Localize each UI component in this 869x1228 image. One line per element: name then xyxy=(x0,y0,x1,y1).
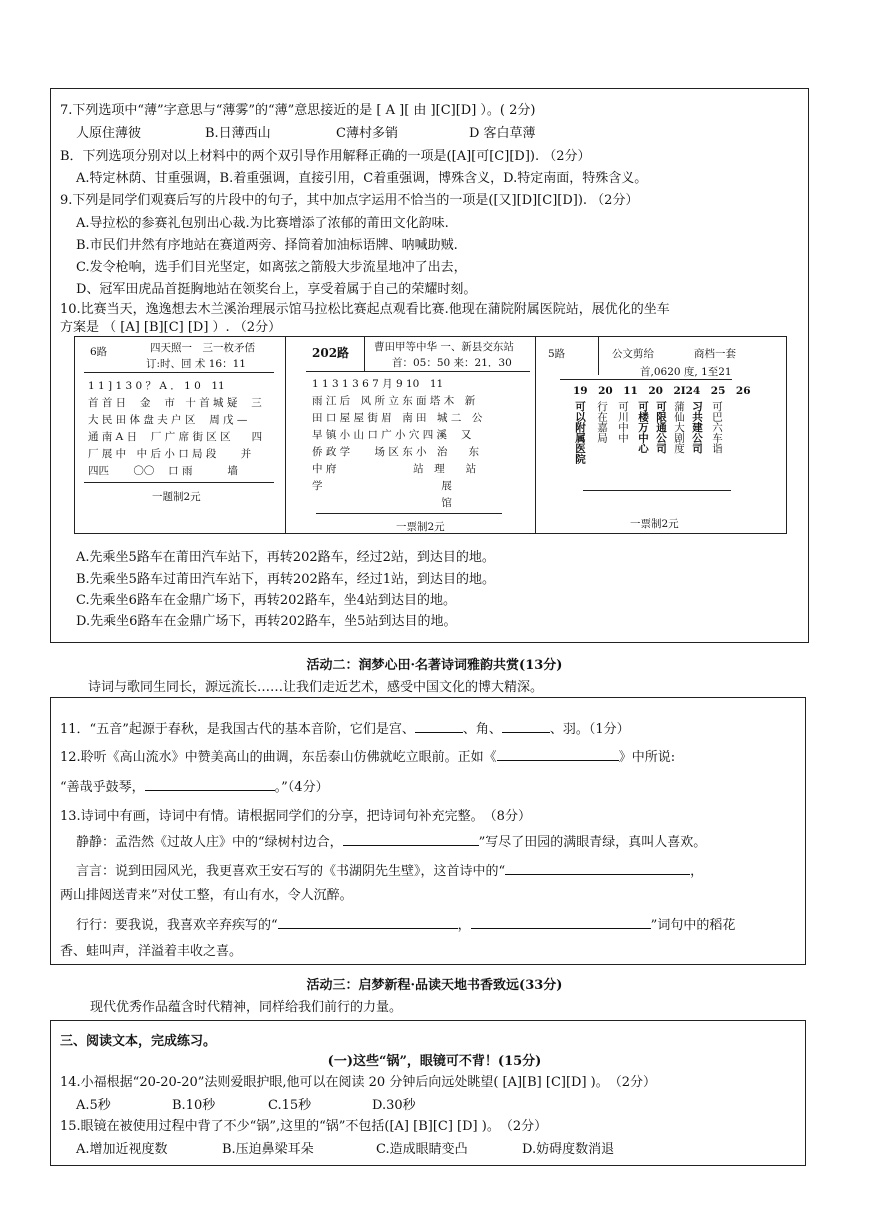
reading-subtitle: (一)这些“锅”，眼镜可不背！(15分) xyxy=(327,1054,542,1069)
q13-jingjing-text-a: 静静：孟浩然《过故人庄》中的“绿树村边合， xyxy=(76,835,343,850)
bus202-header-2: 首：05：50 来：21．30 xyxy=(392,357,512,369)
bus5-stop: 可以附属医院 xyxy=(574,401,586,464)
q9-stem: 9.下列是同学们观赛后写的片段中的句子，其中加点字运用不恰当的一项是([又][D][C][D]). （2分） xyxy=(60,193,639,208)
bus6-fare: 一题制2元 xyxy=(152,491,201,503)
bus202-fare: 一票制2元 xyxy=(396,521,445,533)
bus6-title: 6路 xyxy=(90,346,108,358)
activity2-title: 活动二：润梦心田·名著诗词雅韵共赏(13分) xyxy=(306,658,563,673)
q13-xingxing-blank-2[interactable] xyxy=(471,916,651,929)
bus6-row: 首 首 日 金 市 十 首 城 疑 三 xyxy=(88,397,262,409)
bus5-stop: 可楼万中心 xyxy=(637,401,649,454)
q9-option-c: C.发令枪响，选手们目光坚定，如离弦之箭般大步流星地冲了出去， xyxy=(76,260,467,275)
bus202-row: 中 府 站 理 站 xyxy=(312,463,477,475)
q13-yanyan-text-b: ， xyxy=(690,864,704,879)
bus202-header-divider xyxy=(364,337,365,371)
q10-option-c: C.先乘坐6路车在金鼎广场下，再转202路车，坐4站到达目的地。 xyxy=(76,593,456,608)
q15-option-c: C.造成眼睛变凸 xyxy=(376,1142,468,1157)
q7-option-a: 人原住薄彼 xyxy=(76,126,142,141)
q13-yanyan-blank[interactable] xyxy=(505,862,690,875)
activity2-intro: 诗词与歌同生同长，源远流长……让我们走近艺术，感受中国文化的博大精深。 xyxy=(88,680,544,695)
bus6-row: 通 南 A 日 厂 广 席 街 区 区 四 xyxy=(88,431,263,443)
q12-blank-line[interactable] xyxy=(145,778,275,791)
q8-stem: B．下列选项分别对以上材料中的两个双引导作用解释正确的一项是([A][可[C][D]). （2分） xyxy=(60,149,591,164)
q13-jingjing xyxy=(76,831,706,850)
bus5-stop: 习共建公司 xyxy=(691,401,703,454)
q15-stem: 15.眼镜在被使用过程中背了不少“锅”,这里的“锅”不包括([A] [B][C] [D] )。 （2分） xyxy=(60,1119,548,1134)
q8-options: A.特定林荫、甘重强调，B.着重强调，直接引用，C着重强调，博殊含义，D.特定南面，特殊含义。 xyxy=(76,171,648,186)
bus202-row: 学 展 xyxy=(312,480,452,492)
q13-xingxing xyxy=(76,914,735,933)
q11-blank-1[interactable] xyxy=(415,720,463,733)
bus5-fare: 一票制2元 xyxy=(630,518,679,530)
q14-option-a: A.5秒 xyxy=(76,1098,111,1113)
bus202-rule-top xyxy=(306,371,530,372)
bus5-header-divider xyxy=(598,337,599,375)
q13-xingxing-text-a: 行行：要我说，我喜欢辛弃疾写的“ xyxy=(76,918,278,933)
q9-option-b: B.市民们井然有序地站在赛道两旁、择筒着加油标语牌、呐喊助贼. xyxy=(76,238,458,253)
q13-jingjing-blank[interactable] xyxy=(343,833,479,846)
bus6-rule-bottom xyxy=(84,482,274,483)
bus5-header-2: 商档一套 xyxy=(694,348,736,360)
q14-option-b: B.10秒 xyxy=(172,1098,216,1113)
activity3-intro: 现代优秀作品蕴含时代精神，同样给我们前行的力量。 xyxy=(90,1000,403,1015)
q7-stem: 7.下列选项中“薄”字意思与“薄雾”的“薄”意思接近的是 [ A ][ 由 ][C][D] ）。( 2分) xyxy=(60,103,536,118)
bus5-rule-top xyxy=(560,379,732,380)
q11-text-b: 、角、 xyxy=(462,722,502,737)
bus5-stop: 行在嘉局 xyxy=(596,401,608,443)
bus202-row: 1 1 3 1 3 6 7 月 9 10 11 xyxy=(312,378,444,390)
q13-stem: 13.诗词中有画，诗词中有情。请根据同学们的分享，把诗词句补充完整。 （8分） xyxy=(60,809,531,824)
bus202-row: 馆 xyxy=(312,497,452,509)
q12-text-a: 12.聆听《高山流水》中赞美高山的曲调，东岳泰山仿佛就屹立眼前。正如《 xyxy=(60,750,497,765)
q13-yanyan xyxy=(76,860,703,879)
q10-option-b: B.先乘坐5路车过莆田汽车站下，再转202路车，经过1站，到达目的地。 xyxy=(76,572,496,587)
q10-stem: 10.比赛当天，逸逸想去木兰溪治理展示馆马拉松比赛起点观看比赛.他现在蒲院附属医院站，展优化的坐车 xyxy=(60,302,670,317)
q12-blank-title[interactable] xyxy=(497,748,619,761)
q14-option-c: C.15秒 xyxy=(268,1098,312,1113)
q7-option-b: B.日薄西山 xyxy=(205,126,271,141)
q13-xingxing-text-b: ， xyxy=(457,918,471,933)
bus5-stop-numbers: 19 20 11 20 2Ⅰ24 25 26 xyxy=(573,385,751,397)
bus202-rule-bottom xyxy=(316,513,502,514)
bus-divider-1 xyxy=(285,336,286,534)
bus6-header-1: 四天照一 三一枚矛俖 xyxy=(150,342,255,354)
bus6-row: 厂 展 中 中 后 小 口 局 段 并 xyxy=(88,448,252,460)
bus202-title: 202路 xyxy=(312,346,350,360)
q12-text-c: “善哉乎鼓琴， xyxy=(60,780,145,795)
q13-yanyan-line2: 两山排闼送青来”对仗工整，有山有水，令人沉醉。 xyxy=(60,888,353,903)
bus5-rule-bottom xyxy=(583,490,731,491)
bus5-header-1: 公文剪给 xyxy=(612,348,654,360)
q15-option-b: B.压迫鼻梁耳朵 xyxy=(222,1142,314,1157)
bus6-header-2: 订:时、回 术 16：11 xyxy=(146,358,246,370)
bus6-rule-top xyxy=(84,372,274,373)
bus202-row: 雨 江 后 风 所 立 东 面 塔 木 新 xyxy=(312,395,476,407)
q11 xyxy=(60,718,630,737)
q10-option-d: D.先乘坐6路车在金鼎广场下，再转202路车，坐5站到达目的地。 xyxy=(76,614,457,629)
q13-xingxing-text-c: ”词句中的稻花 xyxy=(650,918,736,933)
bus6-row: 大 民 田 体 盘 夫 户 区 周 戊 — xyxy=(88,414,248,426)
q11-text-a: 11．“五音”起源于春秋，是我国古代的基本音阶，它们是宫、 xyxy=(60,722,415,737)
q13-jingjing-text-b: ”写尽了田园的满眼青绿，真叫人喜欢。 xyxy=(478,835,707,850)
bus5-stop: 可川中中 xyxy=(617,401,629,443)
bus5-stop: 可限通公司 xyxy=(655,401,667,454)
bus5-title: 5路 xyxy=(548,348,566,360)
q14-stem: 14.小福根据“20-20-20”法则爱眼护眼,他可以在阅读 20 分钟后向远处眺望( [A][B] [C][D] )。 （2分） xyxy=(60,1075,657,1090)
q9-option-d: D、冠军田虎品首挺胸地站在领奖台上，享受着属于自己的荣耀时刻。 xyxy=(76,282,477,297)
q12-line2 xyxy=(60,776,329,795)
q13-yanyan-text-a: 言言：说到田园风光，我更喜欢王安石写的《书湖阴先生壁》，这首诗中的“ xyxy=(76,864,506,879)
bus202-header-1: 曹田甲等中华 一、新县交东站 xyxy=(374,341,514,353)
activity3-title: 活动三：启梦新程·品读天地书香致远(33分) xyxy=(306,978,563,993)
q14-option-d: D.30秒 xyxy=(372,1098,416,1113)
bus5-header-3: 首,0620 度, 1至21 xyxy=(640,366,732,378)
bus5-stop: 蒲仙大剧度 xyxy=(673,401,685,454)
q7-option-c: C薄村多销 xyxy=(336,126,398,141)
q12-text-d: 。”（4分） xyxy=(274,780,329,795)
q11-text-c: 、羽。（1分） xyxy=(549,722,630,737)
q15-option-a: A.增加近视度数 xyxy=(76,1142,168,1157)
q11-blank-2[interactable] xyxy=(502,720,550,733)
bus202-row: 田 口 屋 屋 街 眉 南 田 城 二 公 xyxy=(312,412,483,424)
q13-xingxing-line2: 香、蛙叫声，洋溢着丰收之喜。 xyxy=(60,944,243,959)
bus-divider-2 xyxy=(535,336,536,534)
bus6-row: 1 1 ] 1 3 0 ？ A ． 1 0 11 xyxy=(88,380,225,392)
bus6-row: 四匹 〇〇 口 雨 墙 xyxy=(88,465,238,477)
q10-stem-cont: 方案是 （ [A] [B][C] [D] ）. （2分） xyxy=(60,320,282,335)
section3-heading: 三、阅读文本，完成练习。 xyxy=(60,1034,217,1049)
q13-xingxing-blank-1[interactable] xyxy=(278,916,458,929)
q9-option-a: A.导拉松的参赛礼包别出心裁.为比赛增添了浓郁的莆田文化韵味. xyxy=(76,216,449,231)
q10-option-a: A.先乘坐5路车在莆田汽车站下，再转202路车，经过2站，到达目的地。 xyxy=(76,550,495,565)
bus202-row: 早 镇 小 山 口 广 小 穴 四 溪 又 xyxy=(312,429,472,441)
q12 xyxy=(60,746,675,765)
bus202-row: 侨 政 学 场 区 东 小 治 东 xyxy=(312,446,480,458)
bus5-stop: 可巴六车诣 xyxy=(711,401,723,454)
q15-option-d: D.妨碍度数消退 xyxy=(522,1142,615,1157)
q7-option-d: D 客白草薄 xyxy=(469,126,536,141)
q12-text-b: 》中所说: xyxy=(618,750,676,765)
